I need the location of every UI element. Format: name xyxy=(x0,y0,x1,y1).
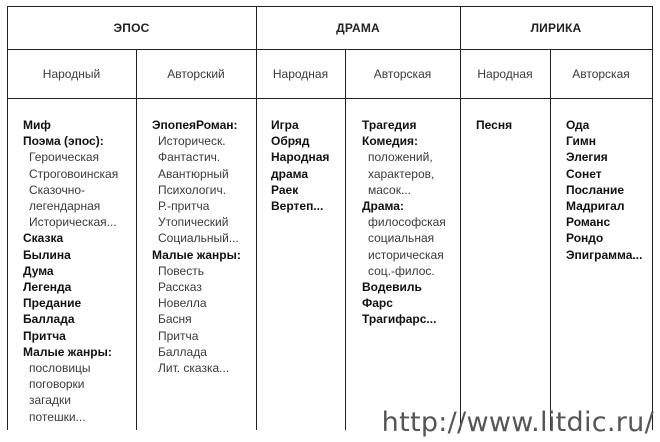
list-item: философская xyxy=(368,215,446,230)
genres-table xyxy=(7,6,653,436)
subheader-epos-folk: Народный xyxy=(42,66,101,81)
list-item: Рассказ xyxy=(158,280,202,295)
list-item: Авантюрный xyxy=(158,166,229,181)
subheader-drama-folk: Народная xyxy=(272,66,329,81)
list-item: Водевиль xyxy=(362,280,422,295)
list-item: Малые жанры: xyxy=(23,344,112,359)
subheader-lirika-folk: Народная xyxy=(477,66,533,81)
list-item: Фантастич. xyxy=(158,150,221,165)
list-item: потешки... xyxy=(29,409,86,424)
list-item: загадки xyxy=(29,393,71,408)
divider-epos-sub xyxy=(136,49,137,430)
list-item: Р.-притча xyxy=(158,199,210,214)
watermark-url: http://www.litdic.ru/ xyxy=(381,407,654,438)
list-item: ЭпопеяРоман: xyxy=(152,118,238,132)
header-drama: ДРАМА xyxy=(336,20,380,35)
column-lirika-author xyxy=(566,117,642,263)
list-item: Дума xyxy=(23,263,54,278)
list-item: Психологич. xyxy=(158,182,227,197)
list-item: Игра xyxy=(271,118,299,132)
list-item: Эпиграмма... xyxy=(566,247,643,262)
header-epos: ЭПОС xyxy=(113,20,150,35)
list-item: Фарс xyxy=(362,296,393,311)
list-item: Драма: xyxy=(362,199,404,214)
list-item: Героическая xyxy=(29,150,100,165)
list-item: Историческ. xyxy=(158,134,226,149)
list-item: масок... xyxy=(368,182,411,197)
column-drama-author xyxy=(362,117,446,328)
list-item: Комедия: xyxy=(362,134,419,149)
list-item: Строговоинская xyxy=(29,166,119,181)
table-border-right xyxy=(652,6,653,430)
list-item: Предание xyxy=(23,296,82,311)
list-item: Рондо xyxy=(566,231,604,246)
list-item: Романс xyxy=(566,215,611,230)
divider-drama-sub xyxy=(345,49,346,430)
list-item: Баллада xyxy=(158,344,207,359)
header-lirika: ЛИРИКА xyxy=(530,20,582,35)
list-item: Ода xyxy=(566,118,590,132)
list-item: Гимн xyxy=(566,134,597,149)
list-item: Притча xyxy=(158,328,199,343)
list-item: социальная xyxy=(368,231,435,246)
list-item: пословицы xyxy=(29,361,91,376)
list-item: положений, xyxy=(368,150,433,165)
list-item: Мадригал xyxy=(566,199,625,214)
subheader-divider xyxy=(7,98,653,99)
column-drama-folk xyxy=(271,117,329,214)
list-item: Притча xyxy=(23,328,66,343)
list-item: Былина xyxy=(23,247,71,262)
column-epos-author xyxy=(152,117,241,376)
list-item: Повесть xyxy=(158,263,204,278)
list-item: драма xyxy=(271,166,309,181)
list-item: соц.-филос. xyxy=(368,263,435,278)
list-item: Элегия xyxy=(566,150,608,165)
list-item: Утопический xyxy=(158,215,229,230)
list-item: поговорки xyxy=(29,377,85,392)
list-item: Обряд xyxy=(271,134,310,149)
list-item: Легенда xyxy=(23,280,72,295)
list-item: Баллада xyxy=(23,312,75,327)
list-item: Поэма (эпос): xyxy=(23,134,104,149)
list-item: Трагифарс... xyxy=(362,312,437,327)
column-lirika-folk xyxy=(476,117,512,133)
list-item: Раек xyxy=(271,182,299,197)
list-item: Сказочно- xyxy=(29,182,86,197)
list-item: Песня xyxy=(476,118,513,132)
subheader-drama-author: Авторская xyxy=(373,66,432,81)
list-item: Послание xyxy=(566,182,625,197)
list-item: Новелла xyxy=(158,296,207,311)
list-item: Лит. сказка... xyxy=(158,361,230,376)
list-item: Трагедия xyxy=(362,118,417,132)
divider-lirika-sub xyxy=(550,49,551,430)
list-item: Малые жанры: xyxy=(152,247,241,262)
list-item: легендарная xyxy=(29,199,101,214)
list-item: Миф xyxy=(23,118,51,132)
list-item: Вертеп... xyxy=(271,199,324,214)
list-item: Сказка xyxy=(23,231,64,246)
list-item: Басня xyxy=(158,312,192,327)
subheader-lirika-author: Авторская xyxy=(572,66,630,81)
list-item: Сонет xyxy=(566,166,602,181)
subheader-epos-author: Авторский xyxy=(167,66,225,81)
column-epos-folk xyxy=(23,117,118,425)
list-item: Народная xyxy=(271,150,330,165)
list-item: характеров, xyxy=(368,166,435,181)
list-item: Социальный... xyxy=(158,231,239,246)
list-item: Историческая... xyxy=(29,215,117,230)
list-item: историческая xyxy=(368,247,444,262)
